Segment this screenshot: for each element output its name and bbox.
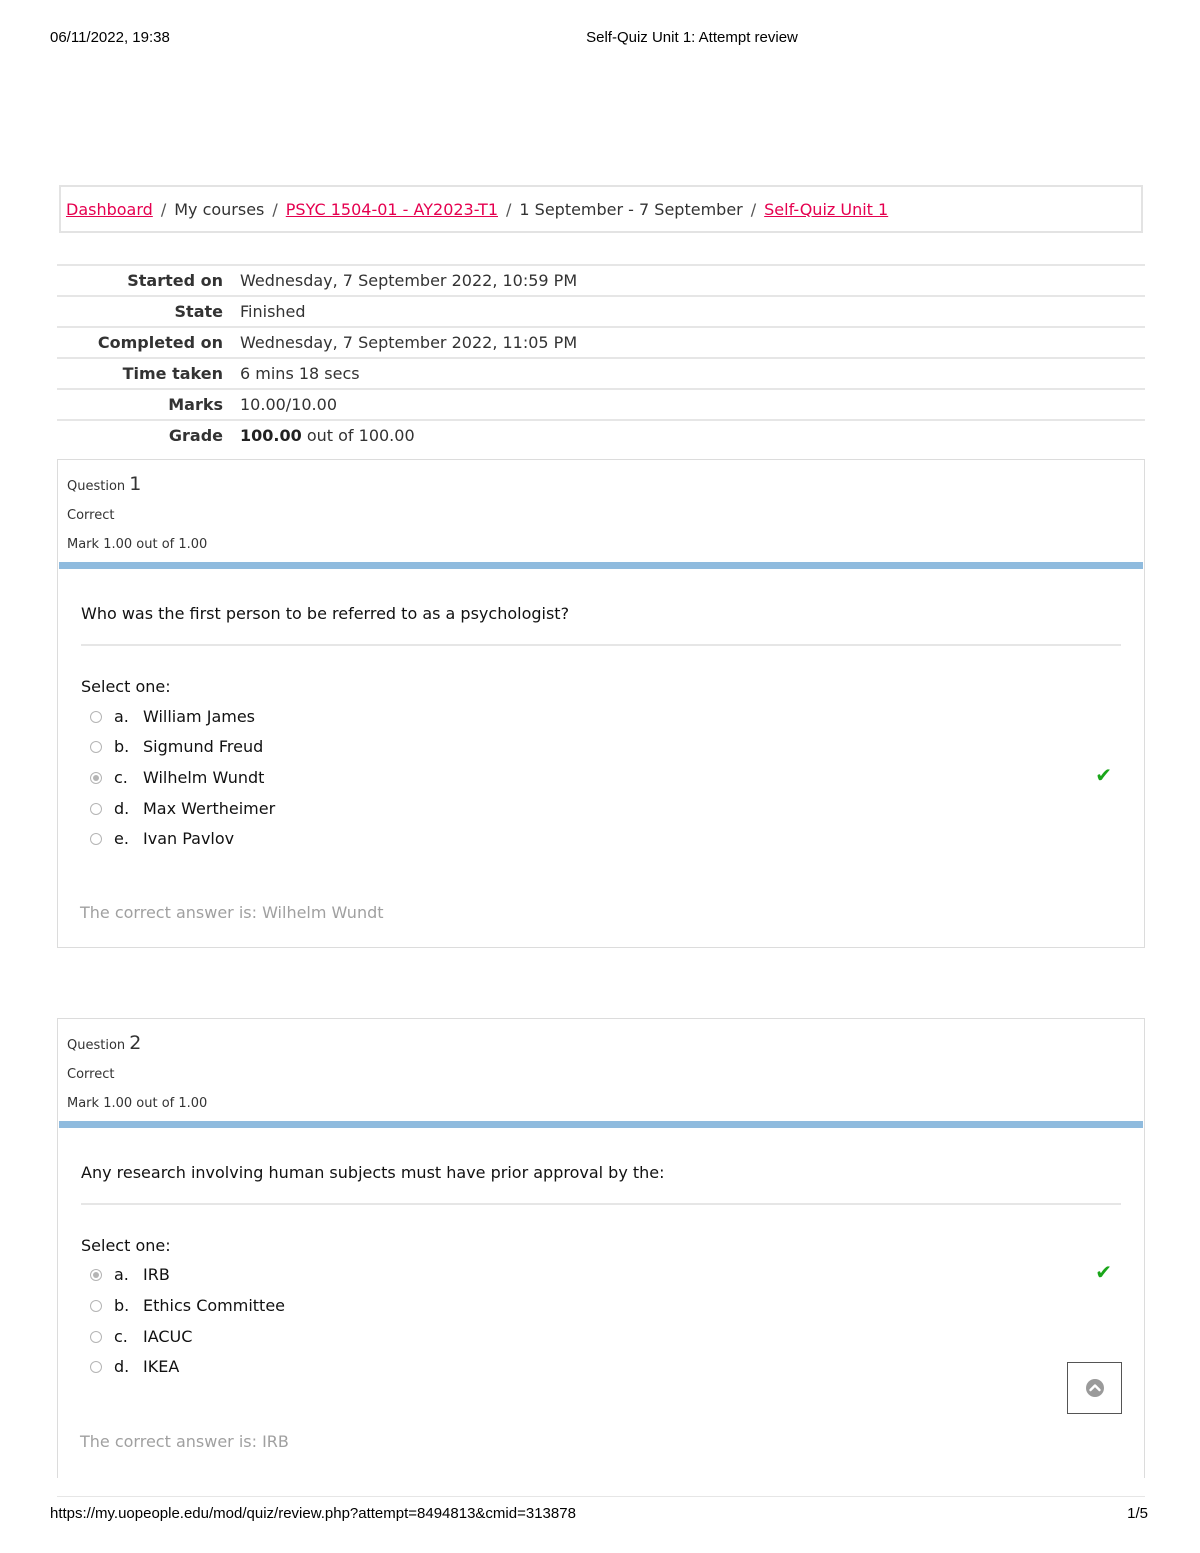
question-number: 2 — [129, 1032, 142, 1054]
question-mark: Mark 1.00 out of 1.00 — [67, 537, 208, 552]
breadcrumb-my-courses: My courses — [174, 199, 265, 219]
breadcrumb-quiz-link[interactable]: Self-Quiz Unit 1 — [764, 199, 889, 219]
answer-option[interactable] — [90, 1327, 192, 1346]
summary-label: Grade — [168, 426, 223, 445]
print-header — [50, 29, 1150, 49]
question-text: Any research involving human subjects must have prior approval by the: — [81, 1163, 665, 1182]
answer-text: Sigmund Freud — [143, 737, 264, 756]
radio-button-checked[interactable] — [90, 1269, 102, 1281]
correct-answer-feedback: The correct answer is: Wilhelm Wundt — [80, 903, 384, 922]
answer-text: Ethics Committee — [143, 1296, 285, 1315]
answer-text: Wilhelm Wundt — [143, 768, 265, 787]
question-label: Question — [67, 1038, 126, 1053]
question-status: Correct — [67, 1067, 115, 1082]
print-footer — [50, 1505, 1148, 1522]
summary-row-time-taken — [57, 358, 1145, 389]
answer-text: IRB — [143, 1265, 170, 1284]
question-number: 1 — [129, 473, 142, 495]
select-one-prompt: Select one: — [81, 677, 171, 696]
answer-option[interactable] — [90, 829, 234, 848]
question-text: Who was the first person to be referred to as a psychologist? — [81, 604, 570, 623]
radio-button[interactable] — [90, 803, 102, 815]
breadcrumb-separator: / — [272, 199, 278, 219]
summary-row-marks — [57, 389, 1145, 420]
breadcrumb-separator: / — [160, 199, 167, 219]
summary-row-state — [57, 296, 1145, 327]
answer-option[interactable] — [90, 707, 255, 726]
question-mark: Mark 1.00 out of 1.00 — [67, 1096, 208, 1111]
scroll-to-top-button[interactable] — [1067, 1362, 1122, 1414]
radio-button[interactable] — [90, 1361, 102, 1373]
page-number: 1/5 — [1127, 1505, 1148, 1522]
summary-label: Started on — [127, 271, 223, 290]
summary-row-completed — [57, 327, 1145, 358]
summary-label: Completed on — [97, 333, 223, 352]
answer-option-selected[interactable] — [90, 1265, 170, 1284]
answer-text: Max Wertheimer — [143, 799, 276, 818]
breadcrumb-separator: / — [506, 199, 512, 219]
summary-label: Time taken — [122, 364, 223, 383]
question-status: Correct — [67, 508, 115, 523]
answer-option[interactable] — [90, 1296, 285, 1315]
answer-letter: d. — [114, 799, 130, 818]
footer-divider — [57, 1496, 1145, 1497]
answer-text: IKEA — [143, 1357, 180, 1376]
breadcrumb-separator: / — [750, 199, 757, 219]
answer-letter: a. — [114, 1265, 129, 1284]
answer-option-selected[interactable] — [90, 768, 264, 787]
summary-value: Wednesday, 7 September 2022, 11:05 PM — [240, 333, 578, 352]
answer-letter: c. — [114, 768, 128, 787]
radio-button[interactable] — [90, 711, 102, 723]
answer-text: Ivan Pavlov — [143, 829, 235, 848]
summary-value — [232, 420, 1145, 450]
check-icon: ✔ — [1095, 1260, 1112, 1284]
radio-button-checked[interactable] — [90, 772, 102, 784]
question-info — [58, 460, 1144, 562]
summary-label: State — [174, 302, 223, 321]
answer-letter: a. — [114, 707, 129, 726]
answer-option[interactable] — [90, 799, 275, 818]
chevron-up-circle-icon — [1085, 1378, 1105, 1398]
answer-text: William James — [143, 707, 256, 726]
question-1 — [57, 459, 1145, 948]
summary-value: 10.00/10.00 — [240, 395, 337, 414]
summary-row-grade — [57, 420, 1145, 450]
question-2 — [57, 1018, 1145, 1478]
answer-letter: d. — [114, 1357, 130, 1376]
print-url: https://my.uopeople.edu/mod/quiz/review.php?attempt=8494813&cmid=313878 — [50, 1505, 576, 1522]
answer-letter: b. — [114, 1296, 130, 1315]
summary-label: Marks — [168, 395, 223, 414]
grade-value: 100.00 — [240, 426, 302, 445]
radio-button[interactable] — [90, 833, 102, 845]
check-icon: ✔ — [1095, 763, 1112, 787]
print-datetime: 06/11/2022, 19:38 — [50, 29, 170, 46]
attempt-summary-table — [57, 264, 1145, 450]
summary-row-started — [57, 265, 1145, 296]
breadcrumb-week: 1 September - 7 September — [519, 199, 743, 219]
breadcrumb-course-link[interactable]: PSYC 1504-01 - AY2023-T1 — [285, 199, 498, 219]
answer-letter: e. — [114, 829, 129, 848]
question-label: Question — [67, 479, 126, 494]
divider — [81, 1203, 1121, 1205]
answer-letter: b. — [114, 737, 130, 756]
answer-letter: c. — [114, 1327, 128, 1346]
select-one-prompt: Select one: — [81, 1236, 171, 1255]
print-title: Self-Quiz Unit 1: Attempt review — [586, 29, 798, 46]
radio-button[interactable] — [90, 1331, 102, 1343]
summary-value: 6 mins 18 secs — [240, 364, 360, 383]
summary-value: Finished — [240, 302, 306, 321]
divider — [81, 644, 1121, 646]
grade-out-of: out of 100.00 — [306, 426, 415, 445]
question-formulation — [59, 562, 1143, 889]
answer-text: IACUC — [143, 1327, 193, 1346]
question-formulation — [59, 1121, 1143, 1418]
answer-option[interactable] — [90, 737, 263, 756]
answer-option[interactable] — [90, 1357, 179, 1376]
radio-button[interactable] — [90, 1300, 102, 1312]
breadcrumb — [59, 185, 1143, 233]
question-info — [58, 1019, 1144, 1121]
radio-button[interactable] — [90, 741, 102, 753]
correct-answer-feedback: The correct answer is: IRB — [80, 1432, 289, 1451]
breadcrumb-dashboard-link[interactable]: Dashboard — [66, 199, 153, 219]
summary-value: Wednesday, 7 September 2022, 10:59 PM — [240, 271, 578, 290]
